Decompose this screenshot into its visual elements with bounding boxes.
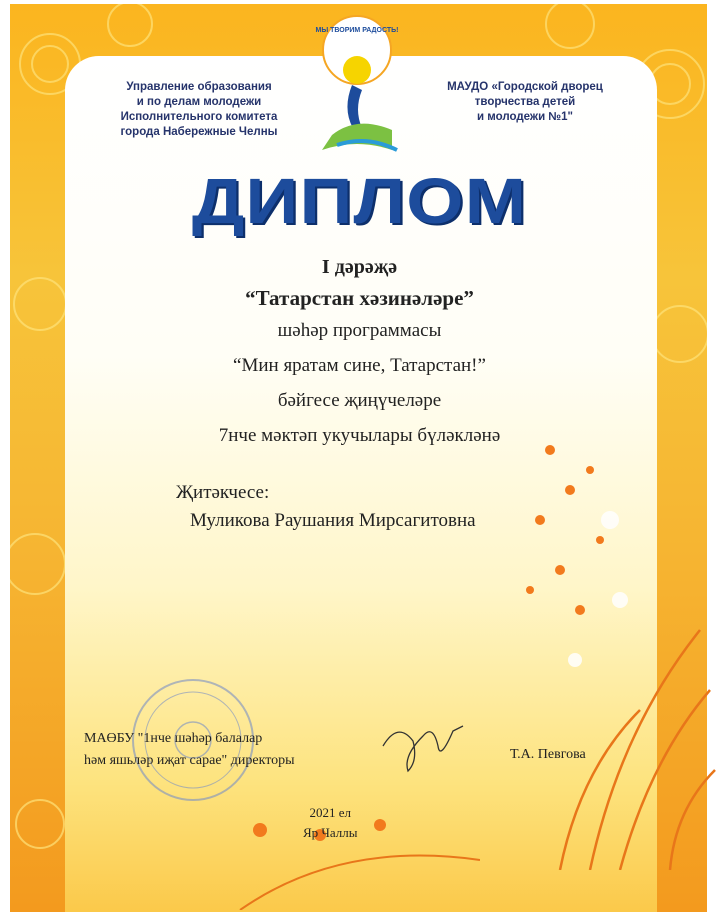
left-org-line: и по делам молодежи	[136, 96, 262, 108]
signature	[378, 716, 468, 776]
city-program: шәһәр программасы	[277, 320, 442, 341]
city: Яр Чаллы	[303, 825, 358, 840]
svg-text:МЫ ТВОРИМ РАДОСТЬ!: МЫ ТВОРИМ РАДОСТЬ!	[315, 27, 399, 34]
right-org-line: творчества детей	[474, 96, 576, 108]
left-org-line: города Набережные Челны	[120, 126, 278, 138]
date-place	[303, 803, 357, 843]
right-org-line: МАУДО «Городской дворец	[447, 81, 603, 93]
winners-line: бәйгесе җиңүчеләре	[277, 390, 442, 411]
left-organization	[104, 80, 294, 140]
flower-ornament	[470, 430, 719, 870]
bottom-flower-ornament	[220, 780, 480, 910]
director-org-line: МАӨБУ "1нче шәһәр балалар	[84, 731, 263, 746]
contest-name: “Мин яратам сине, Татарстан!”	[233, 355, 486, 376]
logo	[312, 10, 402, 170]
director-name: Т.А. Певгова	[510, 747, 586, 762]
right-organization	[430, 80, 620, 125]
year: 2021 ел	[309, 805, 351, 820]
diploma-title: ДИПЛОМ	[191, 165, 528, 237]
program-name: “Татарстан хәзинәләре”	[245, 286, 474, 310]
degree: I дәрәҗә	[321, 256, 398, 278]
director-org-line: һәм яшьләр иҗат сарае" директоры	[84, 753, 295, 768]
left-org-line: Исполнительного комитета	[120, 111, 278, 123]
right-org-line: и молодежи №1"	[476, 111, 573, 123]
supervisor-name: Муликова Раушания Мирсагитовна	[190, 510, 476, 531]
supervisor-label: Җитәкчесе:	[176, 482, 270, 503]
director-organization	[84, 728, 295, 772]
left-org-line: Управление образования	[126, 81, 272, 93]
school-line: 7нче мәктәп укучылары бүләкләнә	[218, 425, 501, 446]
